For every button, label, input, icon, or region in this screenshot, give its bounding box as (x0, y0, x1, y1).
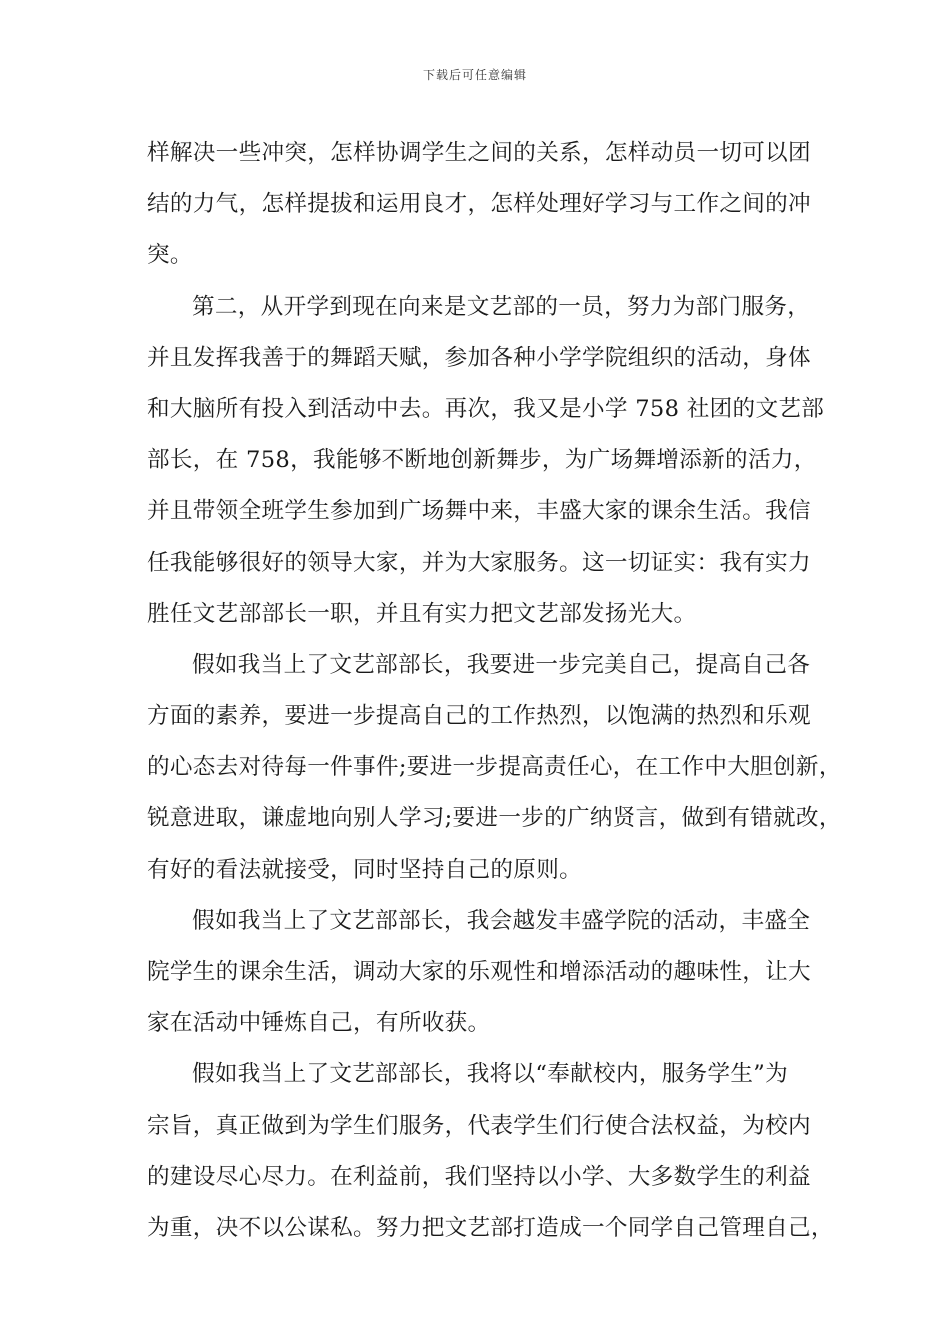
text-line: 有好的看法就接受，同时坚持自己的原则。 (147, 856, 582, 883)
text-line: 家在活动中锤炼自己，有所收获。 (147, 1010, 491, 1037)
text-line: 第二，从开学到现在向来是文艺部的一员，努力为部门服务， (192, 293, 811, 320)
text-line: 样解决一些冲突，怎样协调学生之间的关系，怎样动员一切可以团 (147, 140, 811, 166)
text-line: 方面的素养，要进一步提高自己的工作热烈，以饱满的热烈和乐观 (147, 703, 811, 730)
page-header: 下载后可任意编辑 (422, 68, 527, 82)
text-line: 为重，决不以公谋私。努力把文艺部打造成一个同学自己管理自己， (147, 1214, 834, 1241)
text-line: 院学生的课余生活，调动大家的乐观性和增添活动的趣味性，让大 (147, 959, 811, 985)
text-line: 宗旨，真正做到为学生们服务，代表学生们行使合法权益，为校内 (147, 1112, 811, 1139)
text-line: 假如我当上了文艺部部长，我要进一步完美自己，提高自己各 (192, 651, 811, 678)
text-line: 并且带领全班学生参加到广场舞中来，丰盛大家的课余生活。我信 (147, 498, 811, 525)
text-line: 和大脑所有投入到活动中去。再次，我又是小学 758 社团的文艺部 (147, 395, 825, 422)
text-line: 并且发挥我善于的舞蹈天赋，参加各种小学学院组织的活动，身体 (147, 344, 811, 371)
text-line: 锐意进取，谦虚地向别人学习;要进一步的广纳贤言，做到有错就改， (147, 805, 842, 832)
text-line: 胜任文艺部部长一职，并且有实力把文艺部发扬光大。 (147, 600, 697, 627)
text-line: 任我能够很好的领导大家，并为大家服务。这一切证实：我有实力 (147, 549, 811, 576)
text-line: 假如我当上了文艺部部长，我将以“奉献校内，服务学生”为 (192, 1061, 789, 1088)
text-line: 的建设尽心尽力。在利益前，我们坚持以小学、大多数学生的利益 (147, 1163, 811, 1190)
text-line: 部长，在 758，我能够不断地创新舞步，为广场舞增添新的活力， (147, 447, 817, 474)
text-line: 结的力气，怎样提拔和运用良才，怎样处理好学习与工作之间的冲 (147, 191, 811, 218)
text-line: 假如我当上了文艺部部长，我会越发丰盛学院的活动，丰盛全 (192, 907, 811, 934)
document-body (147, 128, 842, 1254)
text-line: 突。 (147, 242, 193, 269)
text-line: 的心态去对待每一件事件;要进一步提高责任心，在工作中大胆创新， (147, 754, 842, 781)
